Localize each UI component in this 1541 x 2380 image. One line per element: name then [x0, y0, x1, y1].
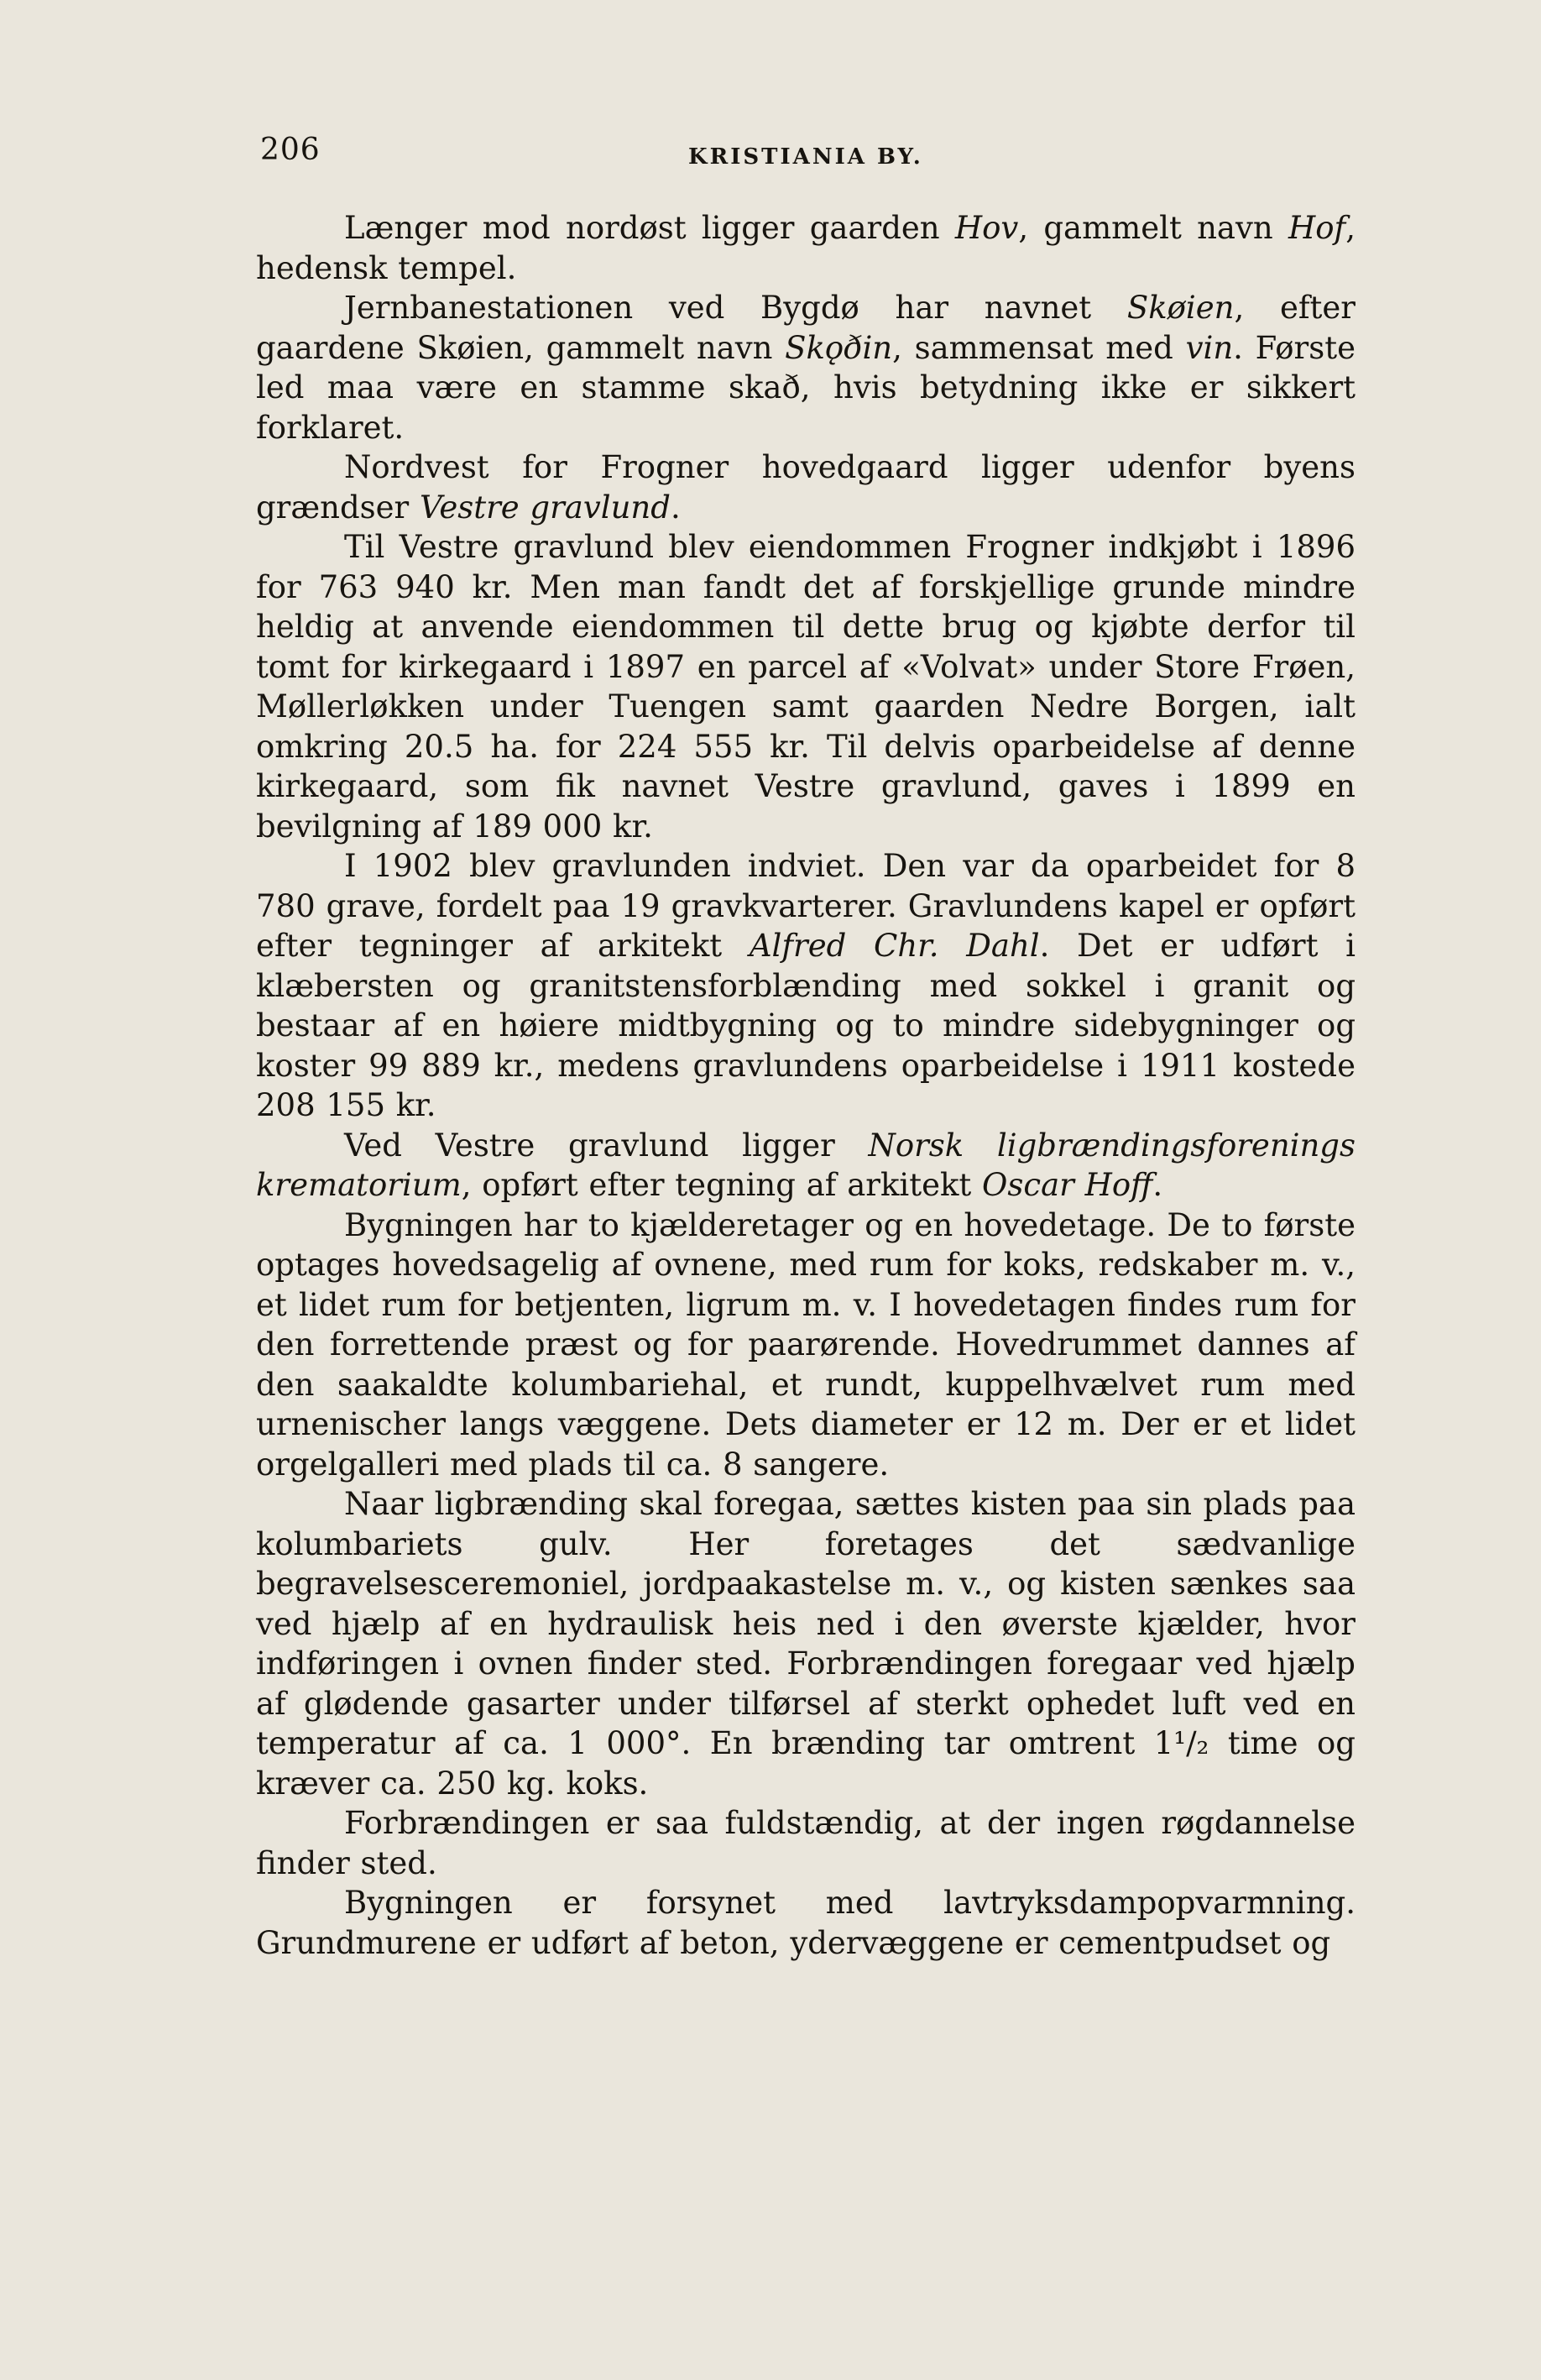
paragraph [256, 1126, 1356, 1206]
running-head: KRISTIANIA BY. [688, 144, 923, 170]
text-run: . [670, 489, 681, 526]
italic-text-run: Alfred Chr. Dahl [749, 928, 1040, 964]
text-run: . Første led maa være en stamme skað, hvis betydning ikke er sikkert forklaret. [256, 329, 1356, 446]
paragraph [256, 208, 1356, 288]
text-run: . Det er udført i klæbersten og granitstensforblænding med sokkel i granit og bestaar af en høiere midtbygning og to mindre sidebygninger og koster 99 889 kr., medens gravlundens oparbeidelse i 1911 kostede 208 155 kr. [256, 928, 1356, 1123]
italic-text-run: Vestre gravlund [420, 489, 671, 526]
italic-text-run: vin [1185, 329, 1234, 366]
text-run: Nordvest for Frogner hovedgaard ligger udenfor byens grændser [256, 449, 1356, 526]
text-run: , opført efter tegning af arkitekt [461, 1167, 983, 1203]
paragraph [256, 527, 1356, 846]
italic-text-run: Norsk ligbrændingsforenings krematorium [256, 1127, 1356, 1203]
paragraph [256, 288, 1356, 447]
paragraph [256, 1883, 1356, 1963]
text-run: , gammelt navn [1018, 210, 1288, 246]
italic-text-run: Hof [1288, 210, 1346, 246]
text-run: Ved Vestre gravlund ligger [344, 1127, 869, 1164]
text-run: Jernbanestationen ved Bygdø har navnet [344, 290, 1127, 326]
text-run: Længer mod nordøst ligger gaarden [344, 210, 955, 246]
italic-text-run: Hov [954, 210, 1019, 246]
page-header [260, 133, 1356, 175]
paragraph [256, 447, 1356, 527]
text-run: Bygningen er forsynet med lavtryksdampopvarmning. Grundmurene er udført af beton, ydervæggene er cementpudset og [256, 1885, 1356, 1961]
italic-text-run: Oscar Hoff [982, 1167, 1153, 1203]
italic-text-run: Skøien [1126, 290, 1235, 326]
text-run: Til Vestre gravlund blev eiendommen Frogner indkjøbt i 1896 for 763 940 kr. Men man fandt det af forskjellige grunde mindre heldig at anvende eiendommen til dette brug og kjøbte derfor til tomt for kirkegaard i 1897 en parcel af «Volvat» under Store Frøen, Møllerløkken under Tuengen samt gaarden Nedre Borgen, ialt omkring 20.5 ha. for 224 555 kr. Til delvis oparbeidelse af denne kirkegaard, som fik navnet Vestre gravlund, gaves i 1899 en bevilgning af 189 000 kr. [256, 529, 1356, 845]
text-run: , efter gaardene Skøien, gammelt navn [256, 290, 1356, 366]
text-run: . [1152, 1167, 1163, 1203]
page-number: 206 [260, 133, 321, 167]
text-run: , hedensk tempel. [256, 210, 1356, 286]
text-run: Bygningen har to kjælderetager og en hovedetage. De to første optages hovedsagelig af ovnene, med rum for koks, redskaber m. v., et lidet rum for betjenten, ligrum m. v. I hovedetagen findes rum for den forrettende præst og for paarørende. Hovedrummet dannes af den saakaldte kolumbariehal, et rundt, kuppelhvælvet rum med urnenischer langs væggene. Dets diameter er 12 m. Der er et lidet orgelgalleri med plads til ca. 8 sangere. [256, 1206, 1356, 1483]
paragraph [256, 846, 1356, 1126]
text-run: Forbrændingen er saa fuldstændig, at der ingen røgdannelse finder sted. [256, 1805, 1356, 1881]
text-run: Naar ligbrænding skal foregaa, sættes kisten paa sin plads paa kolumbariets gulv. Her foretages det sædvanlige begravelsesceremoniel, jordpaakastelse m. v., og kisten sænkes saa ved hjælp af en hydraulisk heis ned i den øverste kjælder, hvor indføringen i ovnen finder sted. Forbrændingen foregaar ved hjælp af glødende gasarter under tilførsel af sterkt ophedet luft ved en temperatur af ca. 1 000°. En brænding tar omtrent 1¹/₂ time og kræver ca. 250 kg. koks. [256, 1486, 1356, 1802]
text-run: I 1902 blev gravlunden indviet. Den var da oparbeidet for 8 780 grave, fordelt paa 19 gravkvarterer. Gravlundens kapel er opført efter tegninger af arkitekt [256, 848, 1356, 964]
body-text [256, 208, 1356, 1963]
paragraph [256, 1206, 1356, 1485]
italic-text-run: Skǫðin [785, 329, 893, 366]
paragraph [256, 1484, 1356, 1803]
paragraph [256, 1803, 1356, 1883]
text-run: , sammensat med [892, 329, 1186, 366]
